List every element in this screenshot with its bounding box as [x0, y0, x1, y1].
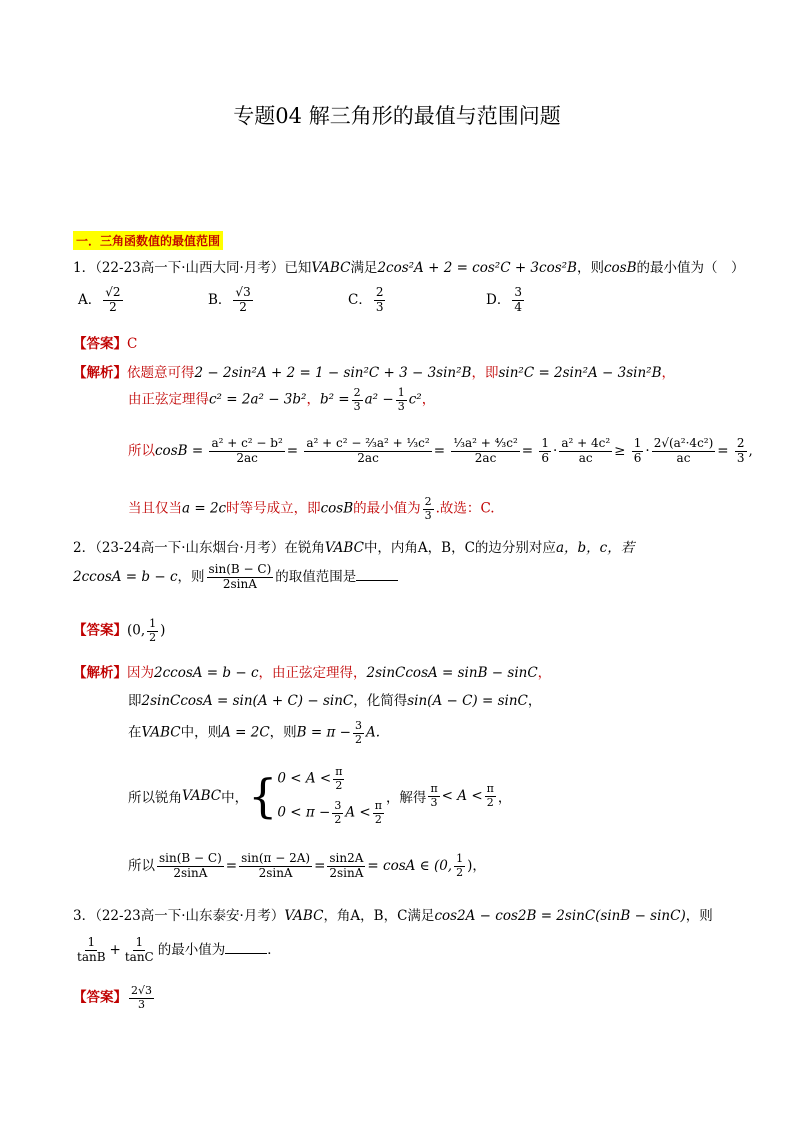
q1-option-a: A． $\frac{√2}{2}$ [78, 285, 121, 314]
page-title: 专题04 解三角形的最值与范围问题 [233, 104, 561, 128]
q1-analysis-line4: 当且仅当a = 2c时等号成立，即cosB的最小值为 $\frac{2}{3}$ .故选：C. [128, 495, 495, 522]
q1-analysis-line1: 【解析】依题意可得2 − 2sin²A + 2 = 1 − sin²C + 3 − 3sin²B，即sin²C = 2sin²A − 3sin²B， [73, 365, 675, 381]
q2-analysis-line1: 【解析】因为2ccosA = b − c，由正弦定理得，2sinCcosA = sinB − sinC， [73, 665, 552, 681]
q2-stem-line1: 2．（23-24高一下·山东烟台·月考）在锐角VABC中，内角A，B，C的边分别对应a，b，c，若 [73, 540, 635, 556]
q1-option-c: C． $\frac{2}{3}$ [348, 285, 384, 314]
q1-analysis-line2: 由正弦定理得c² = 2a² − 3b²，b² = $\frac{2}{3}$ a² − $\frac{1}{3}$ c²， [128, 386, 436, 413]
q1-option-d: D． $\frac{3}{4}$ [486, 285, 522, 314]
q2-analysis-line3: 在VABC中，则A = 2C，则B = π − $\frac{3}{2}$ A. [128, 719, 380, 746]
q2-analysis-line5: 所以 $\frac{\sin(B - C)}{2\sin A}$ = $\frac{\sin(\pi - 2A)}{2\sin A}$ = $\frac{\sin 2A}{2\sin A}$ = cosA ∈ (0, $\frac{1}{2}$ )， [128, 851, 486, 880]
q1-option-b: B． $\frac{√3}{2}$ [208, 285, 251, 314]
q3-answer: 【答案】 $\frac{2√3}{3}$ [73, 984, 153, 1011]
q1-analysis-line3: 所以cosB = $\frac{\text{a² + c² − b²}}{2ac}$ = $\frac{\text{a² + c² − ⅔a² + ⅓c²}}{2ac}$ = $\frac{\text{⅓a² + ⁴⁄₃c²}}{2ac}$ = $\frac{1}{6}$ · $\frac{\text{a² + 4c²}}{ac}$ ≥ $\frac{1}{6}$ · $\frac{\text{2√(a²·4c²)}}{ac}$ = $\frac{2}{3}$ , [128, 436, 753, 465]
q1-stem: 1．（22-23高一下·山西大同·月考）已知VABC满足2cos²A + 2 = cos²C + 3cos²B，则cosB的最小值为（ ） [73, 260, 745, 276]
q1-answer: 【答案】C [73, 336, 138, 352]
q2-analysis-line2: 即2sinCcosA = sin(A + C) − sinC，化简得sin(A − C) = sinC， [128, 693, 542, 709]
q3-stem-line1: 3．（22-23高一下·山东泰安·月考）VABC，角A，B，C满足cos2A − cos2B = 2sinC(sinB − sinC)，则 [73, 908, 713, 924]
q2-analysis-line4: 所以锐角 VABC 中， { 0 < A < $\frac{\pi}{2}$ 0 < π − $\frac{3}{2}$ A < $\frac{\pi}{2}$ ，解得 $\frac{\pi}{3}$ < A < $\frac{\pi}{2}$ ， [128, 765, 512, 826]
q2-answer: 【答案】(0, $\frac{1}{2}$ ) [73, 617, 166, 644]
q2-stem-line2: 2ccosA = b − c，则 $\frac{\sin(B - C)}{2\sin A}$ 的取值范围是 [73, 563, 398, 592]
section-heading: 一．三角函数值的最值范围 [73, 231, 223, 250]
q3-stem-line2: $\frac{1}{\tan B}$ + $\frac{1}{\tan C}$ 的最小值为 ． [77, 935, 281, 964]
